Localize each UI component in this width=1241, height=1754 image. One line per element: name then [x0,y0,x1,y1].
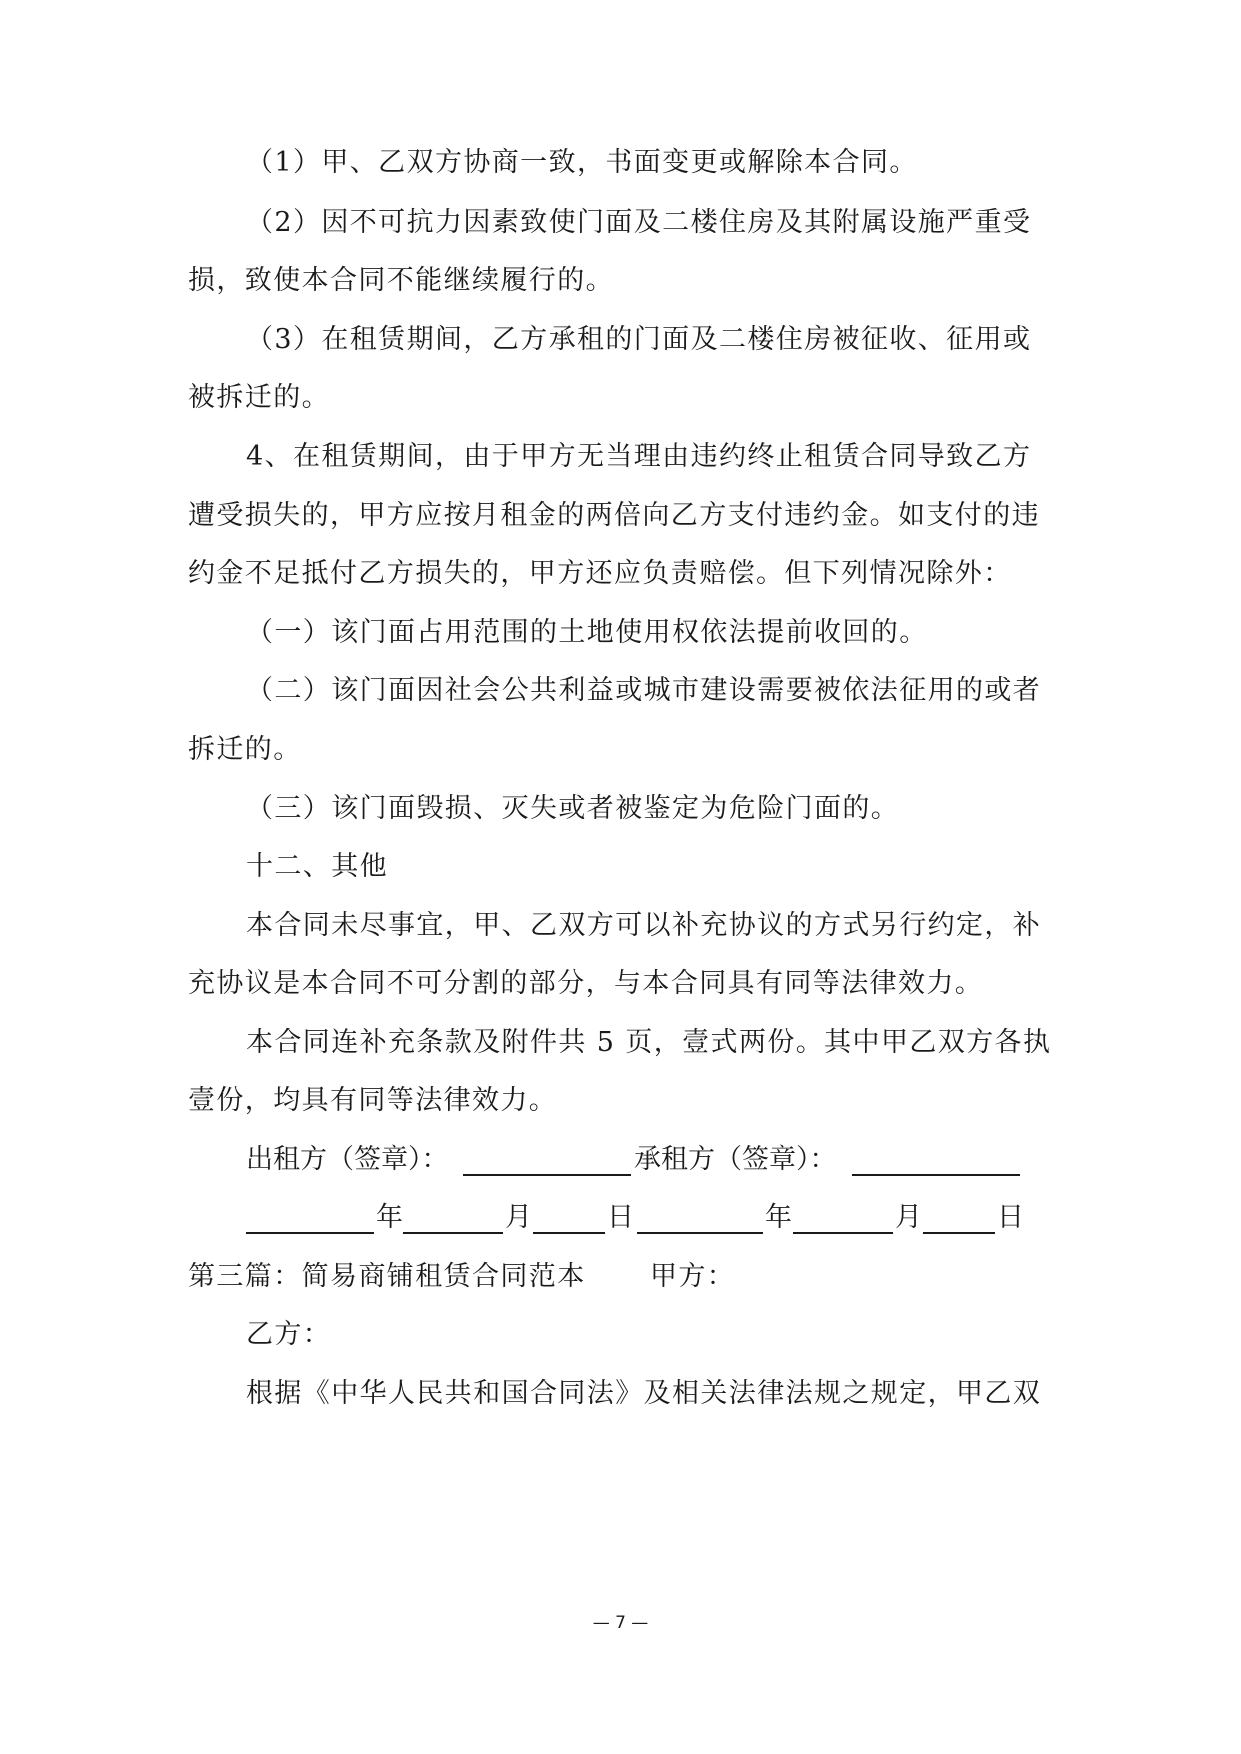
lessee-signature-label: 承租方（签章）： [634,1144,837,1175]
clause-4-line-1: 4、在租赁期间，由于甲方无当理由违约终止租赁合同导致乙方 [246,441,1032,472]
lessor-month-blank [403,1232,503,1234]
exception-1: （一）该门面占用范围的土地使用权依法提前收回的。 [246,617,928,648]
lessor-day-label: 日 [607,1202,634,1233]
page-number: — 7 — [592,1613,649,1633]
lessor-day-blank [533,1232,605,1234]
lessor-signature-label: 出租方（签章）： [246,1144,449,1175]
clause-2-line-1: （2）因不可抗力因素致使门面及二楼住房及其附属设施严重受 [246,207,1032,238]
clause-3-line-2: 被拆迁的。 [188,382,330,413]
clause-1: （1）甲、乙双方协商一致，书面变更或解除本合同。 [246,147,918,178]
lessee-month-blank [793,1232,893,1234]
clause-3-line-1: （3）在租赁期间，乙方承租的门面及二楼住房被征收、征用或 [246,324,1032,355]
exception-2-line-1: （二）该门面因社会公共利益或城市建设需要被依法征用的或者 [246,675,1042,706]
other-para-2-line-1: 本合同连补充条款及附件共 5 页，壹式两份。其中甲乙双方各执 [246,1027,1052,1058]
lessor-month-label: 月 [505,1202,532,1233]
exception-2-line-2: 拆迁的。 [188,734,302,765]
section-heading-12: 十二、其他 [246,851,388,882]
lessee-signature-blank [852,1174,1020,1176]
section-3-intro: 根据《中华人民共和国合同法》及相关法律法规之规定，甲乙双 [246,1378,1042,1409]
section-3-title: 第三篇：简易商铺租赁合同范本 [188,1261,586,1292]
other-para-2-line-2: 壹份，均具有同等法律效力。 [188,1085,558,1116]
lessor-year-label: 年 [376,1202,403,1233]
clause-4-line-2: 遭受损失的，甲方应按月租金的两倍向乙方支付违约金。如支付的违 [188,500,1040,531]
clause-2-line-2: 损，致使本合同不能继续履行的。 [188,265,614,296]
other-para-1-line-2: 充协议是本合同不可分割的部分，与本合同具有同等法律效力。 [188,968,984,999]
lessee-day-label: 日 [997,1202,1024,1233]
lessee-year-blank [637,1232,763,1234]
lessor-signature-blank [463,1174,631,1176]
exception-3: （三）该门面毁损、灭失或者被鉴定为危险门面的。 [246,793,900,824]
lessee-day-blank [923,1232,995,1234]
clause-4-line-3: 约金不足抵付乙方损失的，甲方还应负责赔偿。但下列情况除外： [188,558,1012,589]
party-a-label: 甲方： [650,1261,736,1292]
lessor-year-blank [246,1232,374,1234]
party-b-label: 乙方： [246,1319,332,1350]
lessee-month-label: 月 [895,1202,922,1233]
other-para-1-line-1: 本合同未尽事宜，甲、乙双方可以补充协议的方式另行约定，补 [246,910,1042,941]
lessee-year-label: 年 [765,1202,792,1233]
